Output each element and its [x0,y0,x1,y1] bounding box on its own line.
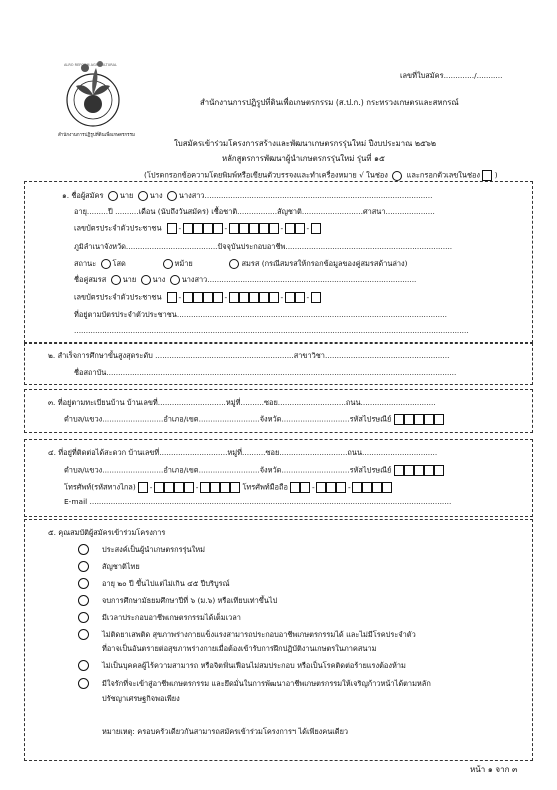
qual-item-3: อายุ ๒๐ ปี ขึ้นไปแต่ไม่เกิน ๔๕ ปีบริบูรณ์ [102,579,230,588]
qual-checkbox-4[interactable] [78,595,89,606]
title-mrs-radio[interactable] [138,191,148,201]
mobile-digit-box[interactable] [316,482,326,493]
postal-digit-box[interactable] [394,465,404,476]
alro-logo [58,58,128,132]
applicant-name-row [62,191,432,201]
title-mr-radio[interactable] [108,191,118,201]
spouse-id-digit-box[interactable] [193,292,203,303]
qual-item-8-cont: ปรัชญาเศรษฐกิจพอเพียง [102,694,180,703]
spouse-id-digit-box[interactable] [295,292,305,303]
phone-digit-box[interactable] [184,482,194,493]
postal-digit-box[interactable] [434,465,444,476]
phone-digit-box[interactable] [138,482,148,493]
qual-checkbox-5[interactable] [78,612,89,623]
id-digit-box[interactable] [269,223,279,234]
qual-checkbox-1[interactable] [78,544,89,555]
postal-digit-box[interactable] [414,465,424,476]
id-digit-box[interactable] [259,223,269,234]
id-digit-box[interactable] [213,223,223,234]
id-digit-box[interactable] [239,223,249,234]
education-level-row[interactable]: ๒. สำเร็จการศึกษาขั้นสูงสุดระดับ ...........................................................สาขาวิชา..................................................... [48,351,450,360]
postal-digit-box[interactable] [424,414,434,425]
status-single-radio[interactable] [101,259,111,269]
spouse-id-row: เลขบัตรประจำตัวประชาชน - - - - [74,292,321,303]
spouse-id-digit-box[interactable] [213,292,223,303]
mobile-digit-box[interactable] [336,482,346,493]
mobile-digit-box[interactable] [362,482,372,493]
spouse-name-label: ชื่อคู่สมรส [74,275,107,284]
phone-digit-box[interactable] [174,482,184,493]
id-digit-box[interactable] [249,223,259,234]
qual-item-4: จบการศึกษามัธยมศึกษาปีที่ ๖ (ม.๖) หรือเทียบเท่าขึ้นไป [102,596,278,605]
title-miss-radio[interactable] [167,191,177,201]
mobile-digit-box[interactable] [290,482,300,493]
registered-address-row[interactable]: ๓. ที่อยู่ตามทะเบียนบ้าน บ้านเลขที่.............................หมู่ที่..........ซอย.............................ถนน................................ [48,398,436,407]
section-education [24,343,533,385]
box-sample [482,170,492,181]
status-married-label: สมรส (กรณีสมรสให้กรอกข้อมูลของคู่สมรสด้านล่าง) [241,259,408,268]
qual-checkbox-2[interactable] [78,561,89,572]
spouse-id-digit-box[interactable] [249,292,259,303]
id-card-row: เลขบัตรประจำตัวประชาชน - - - - [74,223,321,234]
circle-sample [392,171,402,181]
postal-digit-box[interactable] [404,465,414,476]
postal-digit-box[interactable] [424,465,434,476]
qual-item-6-cont: ที่อาจเป็นอันตรายต่อสุขภาพร่างกายเมื่อต้องเข้ารับการฝึกปฏิบัติงานเกษตรในภาคสนาม [102,644,377,653]
phone-digit-box[interactable] [220,482,230,493]
qual-item-6: ไม่ติดยาเสพติด สุขภาพร่างกายแข็งแรงสามารถประกอบอาชีพเกษตรกรรมได้ และไม่มีโรคประจำตัว [102,630,416,639]
section-qualifications [24,519,533,761]
qual-checkbox-3[interactable] [78,578,89,589]
title-miss-field[interactable]: นางสาว................................................................................................. [178,191,433,200]
marital-status-row [74,259,408,269]
spouse-miss-radio[interactable] [170,275,180,285]
page-number: หน้า ๑ จาก ๓ [470,765,518,774]
spouse-id-label: เลขบัตรประจำตัวประชาชน [74,292,162,302]
qual-checkbox-7[interactable] [78,660,89,671]
spouse-mrs-label: นาง [152,275,166,284]
spouse-id-digit-box[interactable] [311,292,321,303]
application-number: เลขที่ใบสมัคร............./........... [400,71,503,80]
spouse-id-digit-box[interactable] [167,292,177,303]
qual-item-5: มีเวลาประกอบอาชีพเกษตรกรรมได้เต็มเวลา [102,613,241,622]
phone-digit-box[interactable] [230,482,240,493]
spouse-id-digit-box[interactable] [285,292,295,303]
title-mr-label: นาย [119,191,134,200]
id-address-row-2[interactable]: ........................................................................................................................................................................ [74,326,469,335]
spouse-id-digit-box[interactable] [259,292,269,303]
title-mrs-label: นาง [149,191,163,200]
mobile-digit-box[interactable] [372,482,382,493]
age-row[interactable]: อายุ.........ปี ..........เดือน (นับถึงวันสมัคร) เชื้อชาติ.................สัญชาติ..........................ศาสนา..................... [74,207,435,216]
status-widow-label: หม้าย [174,259,193,268]
id-digit-box[interactable] [167,223,177,234]
spouse-miss-field[interactable]: นางสาว......................................................................................... [181,275,417,284]
spouse-mrs-radio[interactable] [141,275,151,285]
mobile-digit-box[interactable] [326,482,336,493]
id-digit-box[interactable] [311,223,321,234]
institution-row[interactable]: ชื่อสถาบัน..................................................................................................................................................... [74,368,457,377]
registered-district-text[interactable]: ตำบล/แขวง..........................อำเภอ/เขต..........................จังหวัด.............................รหัสไปรษณีย์ [64,414,392,424]
domicile-row[interactable]: ภูมิลำเนาจังหวัด.......................................ปัจจุบันประกอบอาชีพ....................................................................... [74,242,453,251]
qual-item-2: สัญชาติไทย [102,562,140,571]
id-digit-box[interactable] [183,223,193,234]
postal-digit-box[interactable] [414,414,424,425]
spouse-mr-label: นาย [122,275,137,284]
spouse-id-digit-box[interactable] [183,292,193,303]
phone-digit-box[interactable] [154,482,164,493]
phone-digit-box[interactable] [210,482,220,493]
phone-row: โทรศัพท์(รหัสทางไกล) - - โทรศัพท์มือถือ - - [64,482,392,493]
postal-digit-box[interactable] [434,414,444,425]
qual-item-7: ไม่เป็นบุคคลผู้ไร้ความสามารถ หรือจิตฟั่นเฟือนไม่สมประกอบ หรือเป็นโรคติดต่อร้ายแรงต้องห้าม [102,661,406,670]
id-digit-box[interactable] [285,223,295,234]
qual-checkbox-6[interactable] [78,629,89,640]
mobile-digit-box[interactable] [352,482,362,493]
qual-item-1: ประสงค์เป็นผู้นำเกษตรกรรุ่นใหม่ [102,545,205,554]
spouse-name-row [74,275,416,285]
applicant-name-label: ๑. ชื่อผู้สมัคร [62,191,104,200]
spouse-id-digit-box[interactable] [203,292,213,303]
contact-district-text[interactable]: ตำบล/แขวง..........................อำเภอ/เขต..........................จังหวัด.............................รหัสไปรษณีย์ [64,465,392,475]
contact-address-row[interactable]: ๔. ที่อยู่ที่ติดต่อได้สะดวก บ้านเลขที่.............................หมู่ที่..........ซอย.............................ถนน................................ [48,448,438,457]
registered-district-row [64,414,444,425]
logo-caption-en: ALRO REFORM AGRICULTURAL [64,63,117,67]
mobile-digit-box[interactable] [300,482,310,493]
spouse-id-digit-box[interactable] [269,292,279,303]
status-married-radio[interactable] [229,259,239,269]
section-registered-address [24,389,533,433]
mobile-digit-box[interactable] [382,482,392,493]
status-widow-radio[interactable] [163,259,173,269]
postal-digit-box[interactable] [404,414,414,425]
id-address-row[interactable]: ที่อยู่ตามบัตรประจำตัวประชาชน................................................................................................................... [74,310,448,319]
id-digit-box[interactable] [203,223,213,234]
postal-digit-box[interactable] [394,414,404,425]
course-name: หลักสูตรการพัฒนาผู้นำเกษตรกรรุ่นใหม่ รุ่นที่ ๑๕ [222,154,385,163]
phone-label: โทรศัพท์(รหัสทางไกล) [64,482,136,492]
instructions-text-a: (โปรดกรอกข้อความโดยพิมพ์หรือเขียนตัวบรรจงและทำเครื่องหมาย √ ในช่อง [144,170,388,180]
id-digit-box[interactable] [193,223,203,234]
id-digit-box[interactable] [295,223,305,234]
qualifications-title: ๕. คุณสมบัติผู้สมัครเข้าร่วมโครงการ [48,528,166,537]
id-digit-box[interactable] [229,223,239,234]
marital-status-label: สถานะ [74,259,97,268]
spouse-id-digit-box[interactable] [229,292,239,303]
qual-item-8: มีใจรักที่จะเข้าสู่อาชีพเกษตรกรรม และยึดมั่นในการพัฒนาอาชีพเกษตรกรรมให้เจริญก้าวหน้าได้ตามหลัก [102,679,431,688]
form-title: ใบสมัครเข้าร่วมโครงการสร้างและพัฒนาเกษตรกรรุ่นใหม่ ปีงบประมาณ ๒๕๖๒ [174,139,436,148]
office-name: สำนักงานการปฏิรูปที่ดินเพื่อเกษตรกรรม (ส.ป.ก.) กระทรวงเกษตรและสหกรณ์ [200,98,459,107]
mobile-label: โทรศัพท์มือถือ [242,482,288,492]
id-card-label: เลขบัตรประจำตัวประชาชน [74,223,162,233]
instructions [144,170,498,181]
note: หมายเหตุ: ครอบครัวเดียวกันสามารถสมัครเข้าร่วมโครงการฯ ได้เพียงคนเดียว [102,727,349,736]
instructions-text-b: และกรอกตัวเลขในช่อง [406,170,481,180]
spouse-mr-radio[interactable] [111,275,121,285]
status-single-label: โสด [112,259,126,268]
qual-checkbox-8[interactable] [78,678,89,689]
phone-digit-box[interactable] [164,482,174,493]
instructions-text-c: ) [494,170,498,180]
contact-district-row [64,465,444,476]
phone-digit-box[interactable] [200,482,210,493]
logo-caption: สำนักงานการปฏิรูปที่ดินเพื่อเกษตรกรรม [58,133,135,138]
email-row[interactable]: E-mail .......................................................................................................................................................... [64,497,452,506]
spouse-id-digit-box[interactable] [239,292,249,303]
